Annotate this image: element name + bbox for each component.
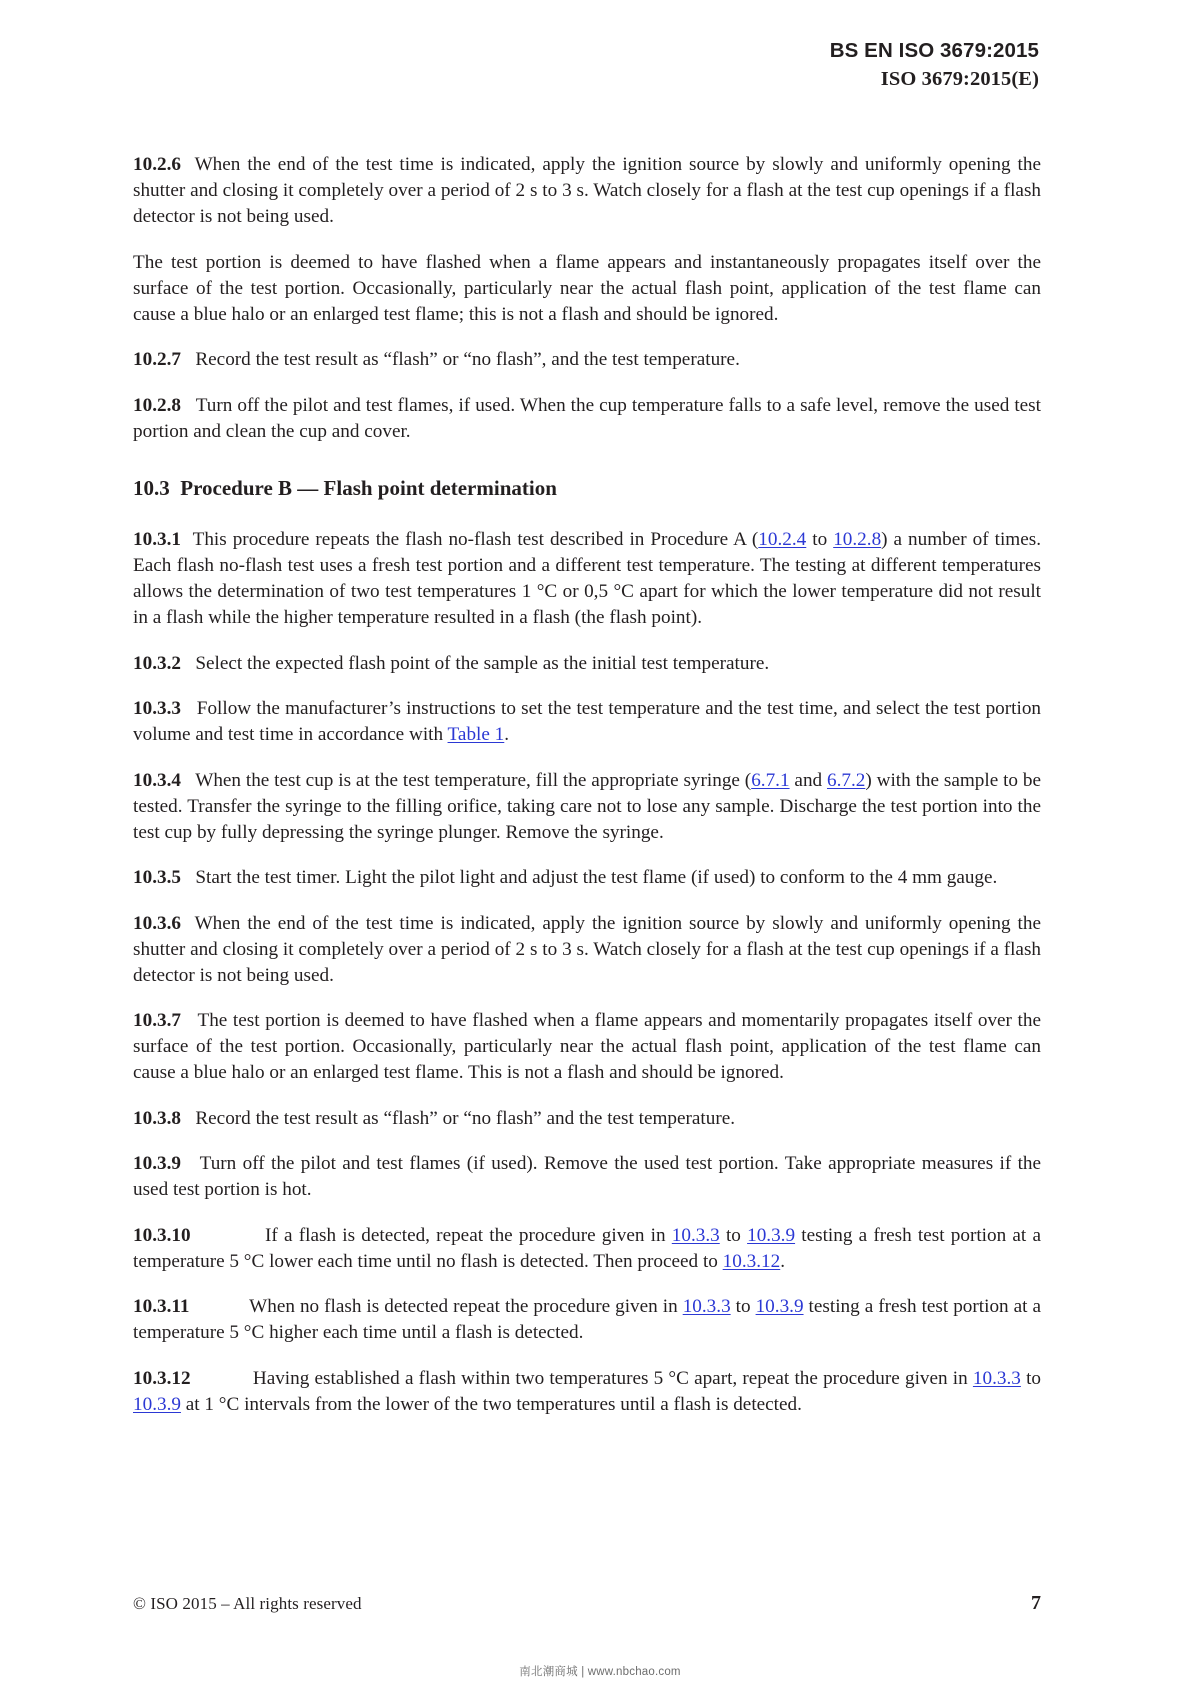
xref-link-10-3-3[interactable]: 10.3.3 xyxy=(671,1224,720,1246)
clause-text: Record the test result as “flash” or “no flash” and the test temperature. xyxy=(195,1107,736,1129)
clause-text: When the test cup is at the test temperature, fill the appropriate syringe ( xyxy=(195,769,752,791)
site-watermark: 南北潮商城 | www.nbchao.com xyxy=(519,1666,681,1678)
clause-number: 10.3.12 xyxy=(133,1367,191,1389)
clause-text: to xyxy=(730,1296,756,1318)
page-header xyxy=(830,38,1039,92)
clause-text: ) a number of times. Each flash no-flash test uses a fresh test portion and a different test temperature. The testing at different temperatures allows the determination of two test temperatures 1 °C or 0,5 °C apart for which the lower temperature did not result in a flash while the higher temperature resulted in a flash (the flash point). xyxy=(133,528,1041,628)
clause-text: Having established a flash within two temperatures 5 °C apart, repeat the procedure given in xyxy=(252,1367,973,1389)
clause-number: 10.3.1 xyxy=(133,528,181,550)
clause-10-3-2 xyxy=(133,651,1041,677)
clause-text: . xyxy=(504,724,510,746)
clause-number: 10.3.5 xyxy=(133,867,181,889)
xref-link-10-3-9[interactable]: 10.3.9 xyxy=(755,1296,804,1318)
clause-text: testing a fresh test portion at a temperature 5 °C higher each time until a flash is detected. xyxy=(133,1296,1041,1344)
clause-number: 10.3.3 xyxy=(133,698,181,720)
xref-link-10-3-12[interactable]: 10.3.12 xyxy=(722,1250,781,1272)
clause-number: 10.3.8 xyxy=(133,1107,181,1129)
xref-link-10-3-9[interactable]: 10.3.9 xyxy=(747,1224,796,1246)
clause-text: Select the expected flash point of the sample as the initial test temperature. xyxy=(195,652,770,674)
clause-text: at 1 °C intervals from the lower of the two temperatures until a flash is detected. xyxy=(180,1393,802,1415)
clause-text: This procedure repeats the flash no-flash test described in Procedure A ( xyxy=(192,528,759,550)
clause-text: to xyxy=(1020,1367,1042,1389)
clause-10-3-10 xyxy=(133,1223,1041,1275)
xref-link-6-7-2[interactable]: 6.7.2 xyxy=(826,769,866,791)
clause-text: When no flash is detected repeat the procedure given in xyxy=(249,1296,683,1318)
clause-number: 10.2.8 xyxy=(133,394,181,416)
clause-10-3-5 xyxy=(133,865,1041,891)
clause-10-2-7 xyxy=(133,347,1041,373)
clause-text: to xyxy=(719,1224,748,1246)
clause-text: The test portion is deemed to have flashed when a flame appears and instantaneously propagates itself over the surface of the test portion. Occasionally, particularly near the actual flash point, application of the test flame can cause a blue halo or an enlarged test flame; this is not a flash and should be ignored. xyxy=(133,251,1041,325)
clause-number: 10.3.2 xyxy=(133,652,181,674)
header-standard-iso: ISO 3679:2015(E) xyxy=(880,68,1039,91)
document-body xyxy=(133,152,1041,1418)
clause-10-2-8 xyxy=(133,393,1041,445)
clause-text: When the end of the test time is indicated, apply the ignition source by slowly and uniformly opening the shutter and closing it completely over a period of 2 s to 3 s. Watch closely for a flash at the test cup openings if a flash detector is not being used. xyxy=(133,154,1041,228)
clause-10-2-6 xyxy=(133,152,1041,230)
clause-text: testing a fresh test portion at a temperature 5 °C lower each time until no flash is detected. Then proceed to xyxy=(133,1224,1041,1272)
clause-text: Start the test timer. Light the pilot light and adjust the test flame (if used) to conform to the 4 mm gauge. xyxy=(195,867,998,889)
xref-link-10-3-3[interactable]: 10.3.3 xyxy=(972,1367,1021,1389)
clause-text: If a flash is detected, repeat the procedure given in xyxy=(265,1224,672,1246)
clause-number: 10.3.4 xyxy=(133,769,181,791)
xref-link-10-3-9[interactable]: 10.3.9 xyxy=(133,1393,181,1415)
clause-text: . xyxy=(780,1250,786,1272)
clause-10-3-9 xyxy=(133,1151,1041,1203)
clause-10-2-6-continuation xyxy=(133,250,1041,328)
clause-number: 10.3.7 xyxy=(133,1010,181,1032)
heading-number: 10.3 xyxy=(133,475,170,500)
clause-number: 10.3.6 xyxy=(133,912,181,934)
clause-number: 10.3.9 xyxy=(133,1153,181,1175)
xref-link-table-1[interactable]: Table 1 xyxy=(447,724,505,746)
clause-10-3-11 xyxy=(133,1294,1041,1346)
clause-text: When the end of the test time is indicated, apply the ignition source by slowly and uniformly opening the shutter and closing it completely over a period of 2 s to 3 s. Watch closely for a flash at the test cup openings if a flash detector is not being used. xyxy=(133,912,1041,986)
clause-text: to xyxy=(806,528,834,550)
clause-10-3-8 xyxy=(133,1106,1041,1132)
clause-10-3-1 xyxy=(133,527,1041,631)
clause-number: 10.2.7 xyxy=(133,349,181,371)
clause-text: Record the test result as “flash” or “no flash”, and the test temperature. xyxy=(195,349,740,371)
xref-link-10-3-3[interactable]: 10.3.3 xyxy=(682,1296,731,1318)
clause-number: 10.3.11 xyxy=(133,1296,190,1318)
clause-10-3-7 xyxy=(133,1008,1041,1086)
xref-link-6-7-1[interactable]: 6.7.1 xyxy=(751,769,790,791)
clause-text: Turn off the pilot and test flames (if used). Remove the used test portion. Take appropriate measures if the used test portion is hot. xyxy=(133,1153,1042,1201)
clause-text: Follow the manufacturer’s instructions to set the test temperature and the test time, and select the test portion volume and test time in accordance with xyxy=(133,698,1042,746)
clause-text: The test portion is deemed to have flashed when a flame appears and momentarily propagates itself over the surface of the test portion. Occasionally, particularly near the actual flash point, application of the test flame can cause a blue halo or an enlarged test flame. This is not a flash and should be ignored. xyxy=(133,1010,1041,1084)
page-footer xyxy=(133,1592,1041,1615)
page-number: 7 xyxy=(1031,1592,1041,1614)
clause-10-3-12 xyxy=(133,1366,1041,1418)
clause-text: Turn off the pilot and test flames, if used. When the cup temperature falls to a safe level, remove the used test portion and clean the cup and cover. xyxy=(133,394,1041,442)
xref-link-10-2-4[interactable]: 10.2.4 xyxy=(758,528,807,550)
clause-10-3-6 xyxy=(133,911,1041,989)
copyright-notice: © ISO 2015 – All rights reserved xyxy=(133,1594,362,1613)
clause-text: and xyxy=(789,769,827,791)
clause-10-3-4 xyxy=(133,768,1041,846)
xref-link-10-2-8[interactable]: 10.2.8 xyxy=(833,528,882,550)
heading-title: Procedure B — Flash point determination xyxy=(180,475,557,500)
clause-text: ) with the sample to be tested. Transfer the syringe to the filling orifice, taking care not to lose any sample. Discharge the test portion into the test cup by fully depressing the syringe plunger. Remove the syringe. xyxy=(133,769,1041,843)
header-standard-bs: BS EN ISO 3679:2015 xyxy=(829,39,1039,62)
clause-number: 10.2.6 xyxy=(133,154,181,175)
clause-10-3-3 xyxy=(133,696,1041,748)
section-heading-10-3 xyxy=(133,475,1041,502)
clause-number: 10.3.10 xyxy=(133,1224,191,1246)
